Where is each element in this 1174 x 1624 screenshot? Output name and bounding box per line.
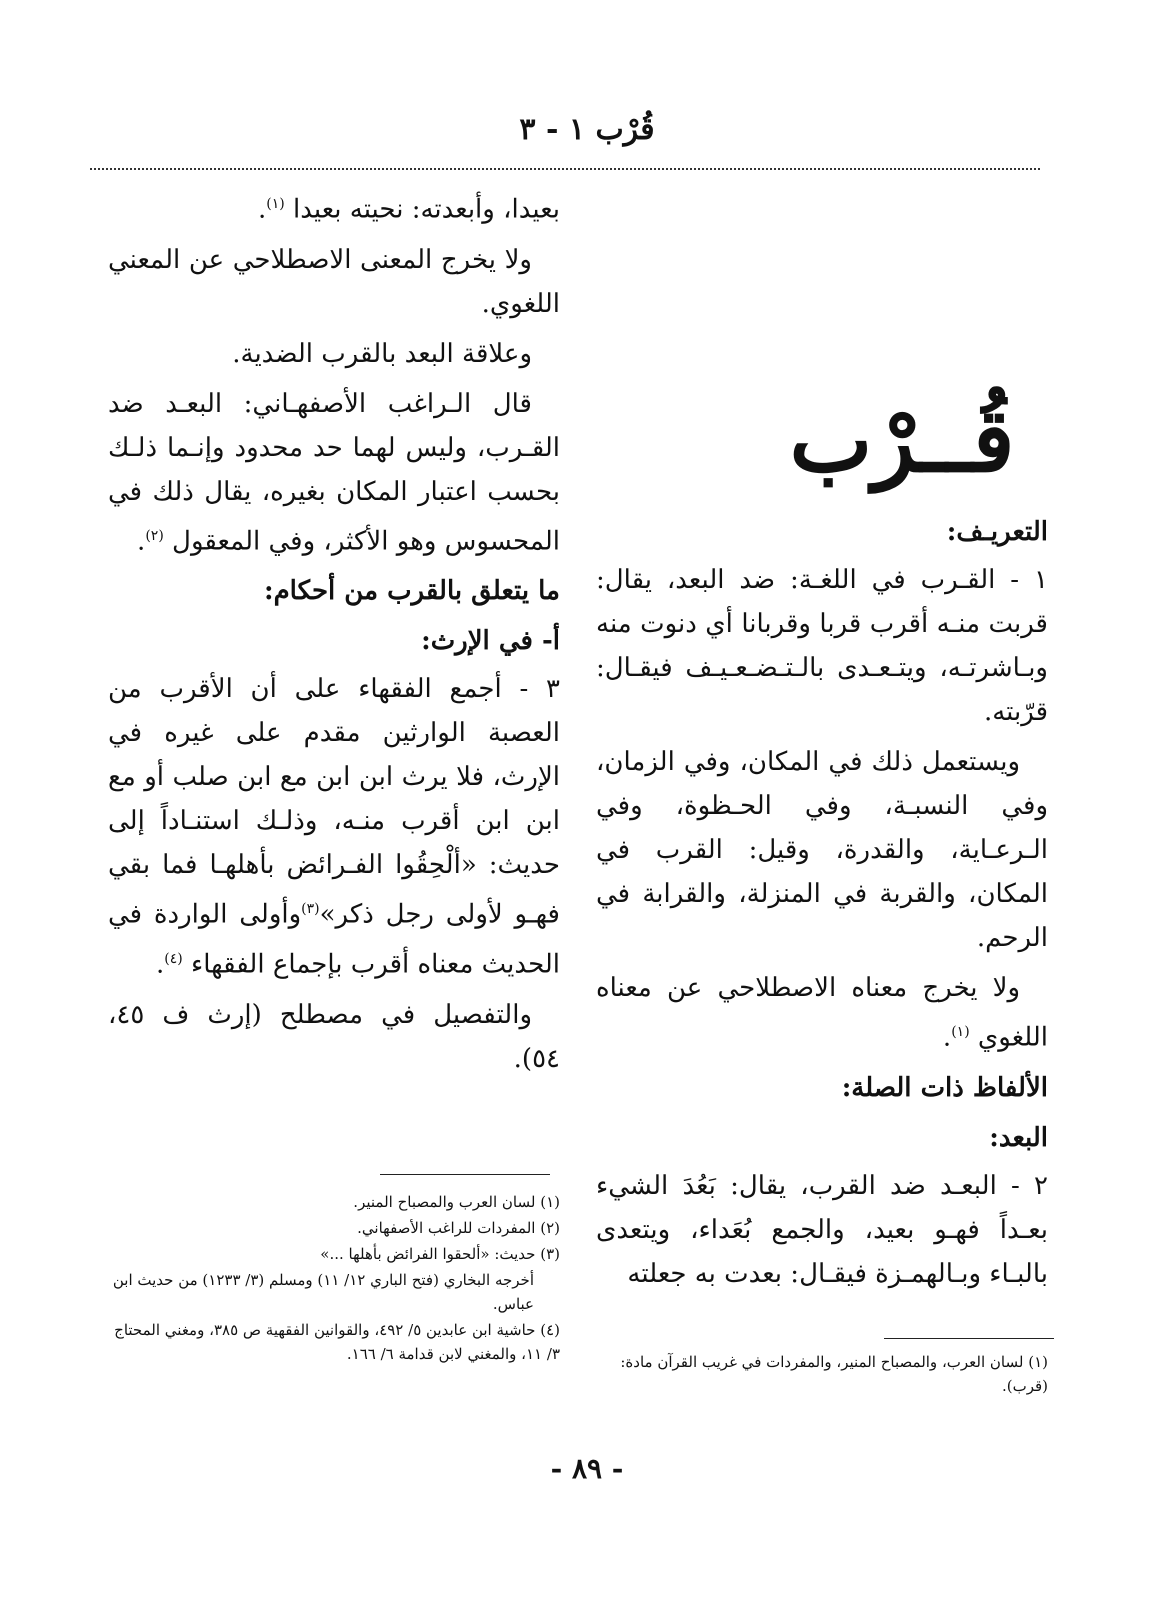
header-divider (90, 168, 1040, 170)
definition-heading: التعريـف: (946, 517, 1048, 547)
footnote-ref: (٢) (145, 527, 164, 544)
left-column (108, 182, 560, 1087)
see-also-paragraph: والتفصيل في مصطلح (إرث ف ٤٥، ٥٤). (108, 999, 560, 1074)
technical-meaning-paragraph-2: ولا يخرج المعنى الاصطلاحي عن المعني اللغوي. (108, 244, 560, 319)
definition-paragraph: ١ - القـرب في اللغـة: ضد البعد، يقال: قربت منـه أقرب قربا وقربانا أي دنوت منه وبـاشرتـه، ويتـعـدى بالـتـضـعـيـف فيقـال: قرّبته. (596, 565, 1048, 727)
footnote-item: (٢) المفردات للراغب الأصفهاني. (357, 1219, 560, 1237)
footnote-divider-right (884, 1338, 1054, 1339)
rulings-heading: ما يتعلق بالقرب من أحكام: (263, 576, 560, 607)
raghib-quote-paragraph: قال الـراغب الأصفهـاني: البعـد ضد القـرب، وليس لهما حد محدود وإنـما ذلـك بحسب اعتبار المكان بغيره، يقال ذلك في المحسوس وهو الأكثر، وفي المعقول $^{(٢)}$. (108, 388, 560, 557)
footnote-ref: (٤) (164, 950, 183, 967)
inheritance-paragraph: ٣ - أجمع الفقهاء على أن الأقرب من العصبة الوارثين مقدم على غيره في الإرث، فلا يرث ابن ابن مع ابن صلب أو مع ابن ابن أقرب منـه، وذلـك استنـاداً إلى حديث: «ألْحِقُوا الفـرائض بأهلهـا فما بقي فهـو لأولى رجل ذكر»$^{(٣)}$وأولى الواردة في الحديث معناه أقرب بإجماع الفقهاء $^{(٤)}$. (108, 674, 560, 980)
right-column (596, 390, 1048, 1302)
footnote-ref: (١) (951, 1024, 970, 1040)
entry-title: قُــرْب (789, 388, 1015, 492)
footnote-item: (٤) حاشية ابن عابدين ٥/ ٤٩٢، والقوانين الفقهية ص ٣٨٥، ومغني المحتاج ٣/ ١١، والمغني لابن قدامة ٦/ ١٦٦. (114, 1321, 560, 1363)
footnote-item-continuation: أخرجه البخاري (فتح الباري ١٢/ ١١) ومسلم (٣/ ١٢٣٣) من حديث ابن عباس. (112, 1271, 534, 1313)
footnote-item: (١) لسان العرب، والمصباح المنير، والمفردات في غريب القرآن مادة: (قرب). (620, 1353, 1048, 1395)
inheritance-subheading: أ- في الإرث: (421, 626, 560, 657)
page-number: - ٨٩ - (550, 1452, 624, 1485)
footnote-item: (٣) حديث: «ألحقوا الفرائض بأهلها ...» (320, 1245, 560, 1263)
distance-paragraph: ٢ - البعـد ضد القرب، يقال: بَعُدَ الشيء بعـداً فهـو بعيد، والجمع بُعَداء، ويتعدى بالبـاء وبـالهمـزة فيقـال: بعدت به جعلته (596, 1170, 1048, 1289)
subheading-distance: البعد: (989, 1122, 1048, 1153)
related-terms-heading: الألفاظ ذات الصلة: (841, 1072, 1048, 1103)
running-head: قُرْب ١ - ٣ (519, 112, 655, 147)
footnote-ref: (٣) (301, 901, 320, 918)
relation-paragraph: وعلاقة البعد بالقرب الضدية. (232, 338, 532, 369)
footnote-divider-left (380, 1174, 550, 1175)
footnotes-left (108, 1190, 560, 1368)
footnote-ref: (١) (266, 196, 285, 212)
technical-meaning-paragraph: ولا يخرج معناه الاصطلاحي عن معناه اللغوي $^{(١)}$. (596, 973, 1048, 1053)
footnotes-right (596, 1350, 1048, 1400)
continuation-paragraph: بعيدا، وأبعدته: نحيته بعيدا $^{(١)}$. (258, 194, 560, 225)
footnote-item: (١) لسان العرب والمصباح المنير. (353, 1193, 560, 1211)
usage-paragraph: ويستعمل ذلك في المكان، وفي الزمان، وفي النسبـة، وفي الحـظوة، وفي الـرعـاية، والقدرة، وقيل: القرب في المكان، والقربة في المنزلة، والقرابة في الرحم. (596, 747, 1048, 953)
